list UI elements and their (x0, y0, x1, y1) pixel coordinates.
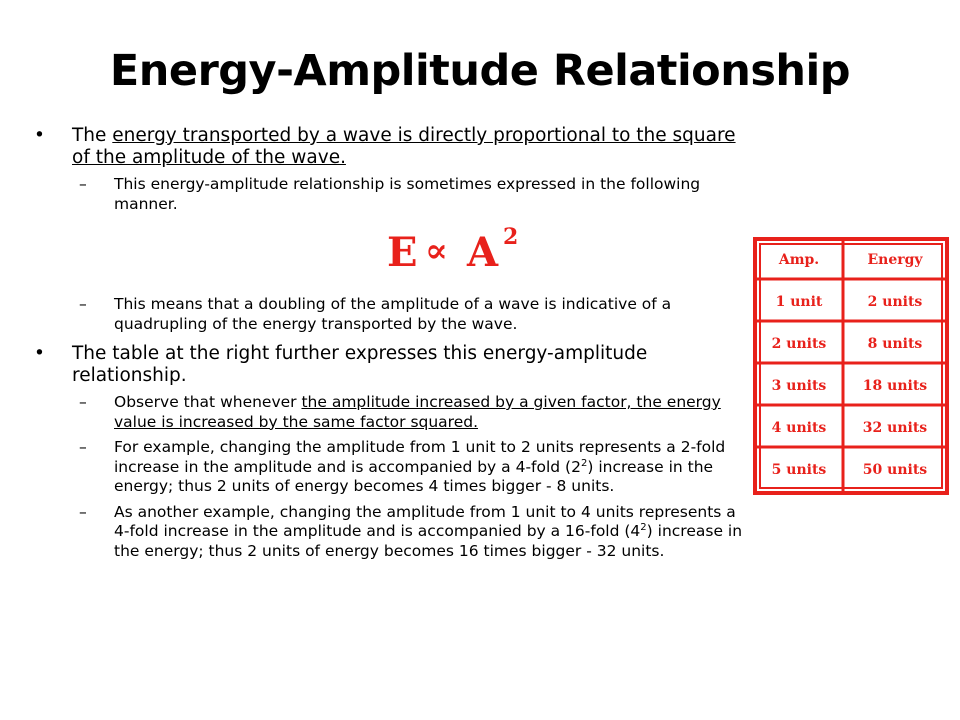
table-cell: 32 units (862, 420, 928, 436)
table-cell: 50 units (862, 462, 928, 478)
sub-bullet-1-2 (34, 295, 744, 334)
table-cell: 1 unit (775, 294, 823, 310)
sub-bullet-2-2 (34, 438, 744, 497)
table-cell: 4 units (771, 420, 827, 436)
slide-title: Energy-Amplitude Relationship (109, 46, 851, 96)
table-cell: 2 units (867, 294, 923, 310)
table-header-energy: Energy (867, 252, 923, 268)
table-inner-border (760, 244, 942, 488)
superscript: 2 (640, 521, 647, 533)
formula-a: A (467, 229, 499, 274)
formula-e: E (387, 229, 418, 274)
table-cell: 5 units (771, 462, 827, 478)
bullet-1-text-underlined: energy transported by a wave is directly proportional to the square of the amplitude of the wave. (72, 125, 736, 168)
sub-bullet-2-1 (34, 393, 744, 432)
sub-bullet-2-2-text-b: ) increase in the energy; thus 2 units of energy becomes 4 times bigger - 8 units. (114, 457, 714, 495)
bullet-2-text: The table at the right further expresses this energy-amplitude relationship. (72, 343, 648, 386)
table-cell: 18 units (862, 378, 928, 394)
energy-amplitude-table (753, 237, 949, 495)
bullet-1 (34, 125, 744, 169)
sub-bullet-2-1-text-pre: Observe that whenever (114, 393, 302, 411)
sub-bullet-2-2-text-a: For example, changing the amplitude from 1 unit to 2 units represents a 2-fold increase in the amplitude and is accompanied by a 4-fold (2 (114, 438, 726, 476)
dash-marker: – (79, 502, 87, 521)
table-border (755, 239, 947, 493)
table-cell: 8 units (867, 336, 923, 352)
sub-bullet-1-2-text: This means that a doubling of the amplitude of a wave is indicative of a quadrupling of the energy transported by the wave. (114, 295, 672, 333)
sub-bullet-1-1-text: This energy-amplitude relationship is sometimes expressed in the following manner. (114, 175, 701, 213)
dash-marker: – (79, 438, 87, 456)
bullet-dot: • (34, 343, 45, 364)
dash-marker: – (79, 295, 87, 313)
table-header-amp: Amp. (778, 252, 820, 268)
proportional-symbol: ∝ (425, 231, 448, 271)
sub-bullet-2-1-text-underlined: the amplitude increased by a given factor, the energy value is increased by the same factor squared. (114, 393, 721, 431)
formula-exponent: 2 (503, 224, 519, 250)
sub-bullet-2-3-text-b: ) increase in the energy; thus 2 units of energy becomes 16 times bigger - 32 units. (114, 522, 743, 560)
table-cell: 3 units (771, 378, 827, 394)
bullet-dot: • (34, 125, 45, 146)
sub-bullet-2-3 (34, 503, 744, 562)
superscript: 2 (580, 457, 588, 469)
table-cell: 2 units (771, 336, 827, 352)
proportionality-formula (385, 222, 535, 274)
sub-bullet-2-3-text-a: As another example, changing the amplitude from 1 unit to 4 units represents a 4-fold increase in the amplitude and is accompanied by a 16-fold (4 (114, 502, 736, 540)
slide-body (34, 125, 744, 561)
dash-marker: – (79, 393, 87, 411)
bullet-2 (34, 343, 744, 387)
dash-marker: – (79, 175, 87, 193)
bullet-1-text-pre: The (72, 125, 113, 146)
sub-bullet-1-1 (34, 175, 744, 214)
